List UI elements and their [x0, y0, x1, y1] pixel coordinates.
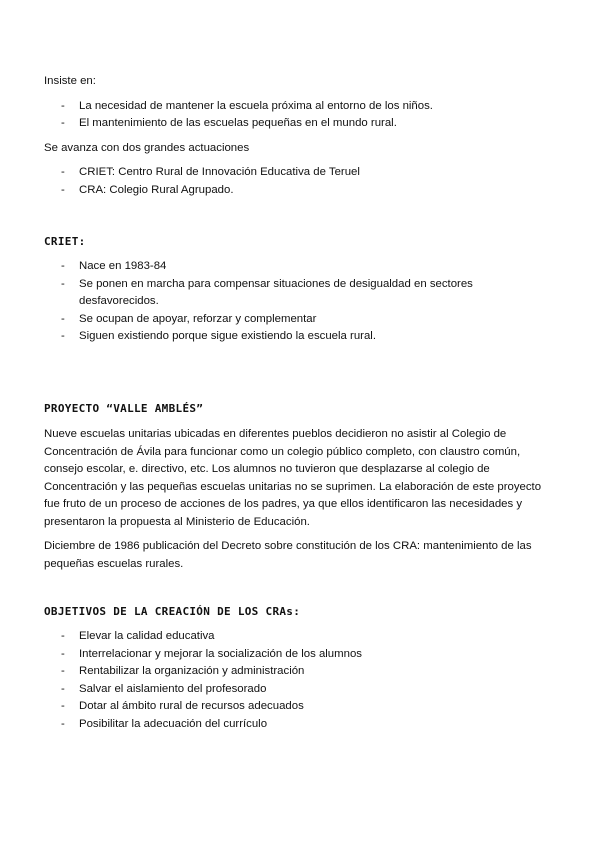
actuaciones-list: [44, 164, 554, 199]
valle-paragraph-1: Nueve escuelas unitarias ubicadas en diferentes pueblos decidieron no asistir al Colegio de Concentración de Ávila para funcionar como un colegio público completo, con claustro común, consejo escolar, e. directivo, etc. Los alumnos no tuvieron que desplazarse al colegio de Concentración y las pequeñas escuelas unitarias no se suprimen. La elaboración de este proyecto fue fruto de un proceso de acciones de los padres, ya que ellos identificaron las necesidades y presentaron la propuesta al Ministerio de Educación.: [44, 428, 542, 528]
intro-lead: Insiste en:: [44, 75, 96, 87]
criet-section: [44, 233, 554, 346]
list-item: - Siguen existiendo porque sigue existiendo la escuela rural.: [61, 330, 376, 342]
intro-list: [44, 98, 554, 133]
list-item: - CRA: Colegio Rural Agrupado.: [61, 183, 234, 196]
list-item: - Se ocupan de apoyar, reforzar y complementar: [61, 312, 317, 325]
list-item: - Nace en 1983-84: [61, 260, 167, 272]
intro-section: [44, 73, 554, 199]
list-item: - Salvar el aislamiento del profesorado: [61, 682, 267, 695]
list-item: - Interrelacionar y mejorar la socialización de los alumnos: [61, 647, 362, 660]
list-item: - El mantenimiento de las escuelas pequeñas en el mundo rural.: [61, 117, 397, 129]
intro-lead-2: Se avanza con dos grandes actuaciones: [44, 141, 250, 154]
list-item: - Se ponen en marcha para compensar situaciones de desigualdad en sectores desfavorecidos.: [61, 277, 473, 307]
list-item: - Posibilitar la adecuación del currículo: [61, 717, 268, 730]
list-item: - Dotar al ámbito rural de recursos adecuados: [61, 700, 304, 712]
valle-heading: PROYECTO “VALLE AMBLÉS”: [44, 402, 204, 415]
list-item: - Elevar la calidad educativa: [61, 630, 215, 642]
objetivos-heading: OBJETIVOS DE LA CREACIÓN DE LOS CRAs:: [44, 605, 301, 618]
objetivos-section: [44, 603, 554, 733]
criet-heading: CRIET:: [44, 235, 86, 248]
valle-section: [44, 400, 554, 573]
criet-list: [44, 258, 554, 346]
valle-paragraph-2: Diciembre de 1986 publicación del Decreto sobre constitución de los CRA: mantenimiento de las pequeñas escuelas rurales.: [44, 540, 532, 570]
list-item: - La necesidad de mantener la escuela próxima al entorno de los niños.: [61, 99, 433, 112]
list-item: - CRIET: Centro Rural de Innovación Educativa de Teruel: [61, 166, 360, 178]
objetivos-list: [44, 628, 554, 733]
list-item: - Rentabilizar la organización y administración: [61, 665, 305, 677]
